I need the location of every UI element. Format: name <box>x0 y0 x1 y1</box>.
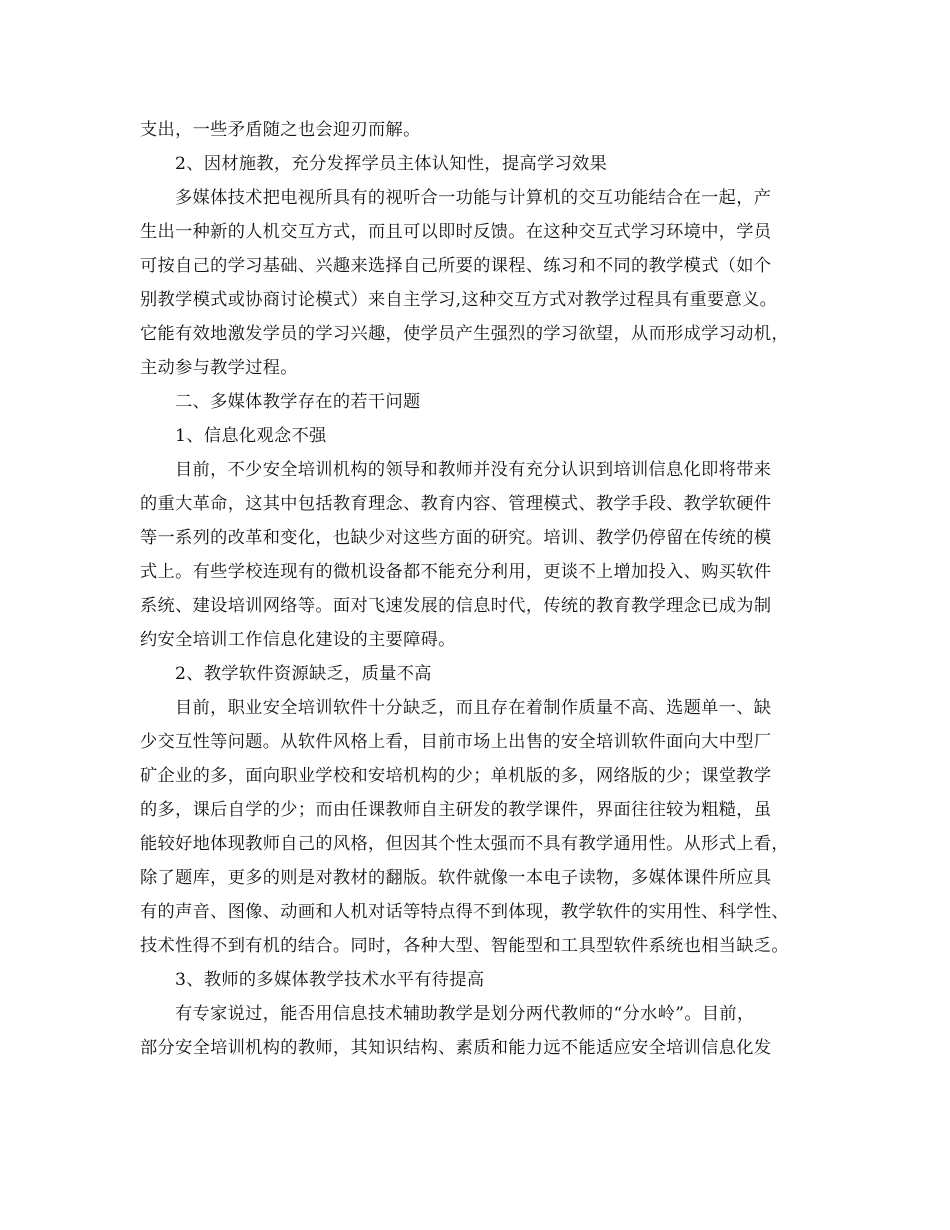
text-line: 可按自己的学习基础、兴趣来选择自己所要的课程、练习和不同的教学模式（如个 <box>140 256 772 276</box>
text-line: 约安全培训工作信息化建设的主要障碍。 <box>140 630 456 650</box>
paragraph-first-line: 目前，不少安全培训机构的领导和教师并没有充分认识到培训信息化即将带来 <box>175 460 772 480</box>
section-heading: 二、多媒体教学存在的若干问题 <box>175 392 421 412</box>
text-line: 支出，一些矛盾随之也会迎刃而解。 <box>140 120 421 140</box>
text-line: 部分安全培训机构的教师，其知识结构、素质和能力远不能适应安全培训信息化发 <box>140 1038 772 1058</box>
text-line: 少交互性等问题。从软件风格上看，目前市场上出售的安全培训软件面向大中型厂 <box>140 732 772 752</box>
text-line: 系统、建设培训网络等。面对飞速发展的信息时代，传统的教育教学理念已成为制 <box>140 596 772 616</box>
text-line: 式上。有些学校连现有的微机设备都不能充分利用，更谈不上增加投入、购买软件 <box>140 562 772 582</box>
text-line: 除了题库，更多的则是对教材的翻版。软件就像一本电子读物，多媒体课件所应具 <box>140 868 772 888</box>
section-heading: 2、教学软件资源缺乏，质量不高 <box>175 664 432 684</box>
paragraph-first-line: 目前，职业安全培训软件十分缺乏，而且存在着制作质量不高、选题单一、缺 <box>175 698 772 718</box>
text-line: 生出一种新的人机交互方式，而且可以即时反馈。在这种交互式学习环境中，学员 <box>140 222 772 242</box>
text-line: 的多，课后自学的少；而由任课教师自主研发的教学课件，界面往往较为粗糙，虽 <box>140 800 772 820</box>
text-line: 有的声音、图像、动画和人机对话等特点得不到体现，教学软件的实用性、科学性、 <box>140 902 789 922</box>
text-line: 能较好地体现教师自己的风格，但因其个性太强而不具有教学通用性。从形式上看， <box>140 834 789 854</box>
text-line: 矿企业的多，面向职业学校和安培机构的少；单机版的多，网络版的少；课堂教学 <box>140 766 772 786</box>
text-line: 别教学模式或协商讨论模式）来自主学习,这种交互方式对教学过程具有重要意义。 <box>140 290 778 310</box>
section-heading: 3、教师的多媒体教学技术水平有待提高 <box>175 970 485 990</box>
paragraph-first-line: 多媒体技术把电视所具有的视听合一功能与计算机的交互功能结合在一起，产 <box>175 188 772 208</box>
section-heading: 2、因材施教，充分发挥学员主体认知性，提高学习效果 <box>175 154 608 174</box>
text-line: 的重大革命，这其中包括教育理念、教育内容、管理模式、教学手段、教学软硬件 <box>140 494 772 514</box>
text-line: 它能有效地激发学员的学习兴趣，使学员产生强烈的学习欲望，从而形成学习动机， <box>140 324 789 344</box>
paragraph-first-line: 有专家说过，能否用信息技术辅助教学是划分两代教师的“分水岭”。目前， <box>175 1004 755 1024</box>
text-line: 等一系列的改革和变化，也缺少对这些方面的研究。培训、教学仍停留在传统的模 <box>140 528 772 548</box>
text-line: 技术性得不到有机的结合。同时，各种大型、智能型和工具型软件系统也相当缺乏。 <box>140 936 789 956</box>
text-line: 主动参与教学过程。 <box>140 358 298 378</box>
section-heading: 1、信息化观念不强 <box>175 426 327 446</box>
